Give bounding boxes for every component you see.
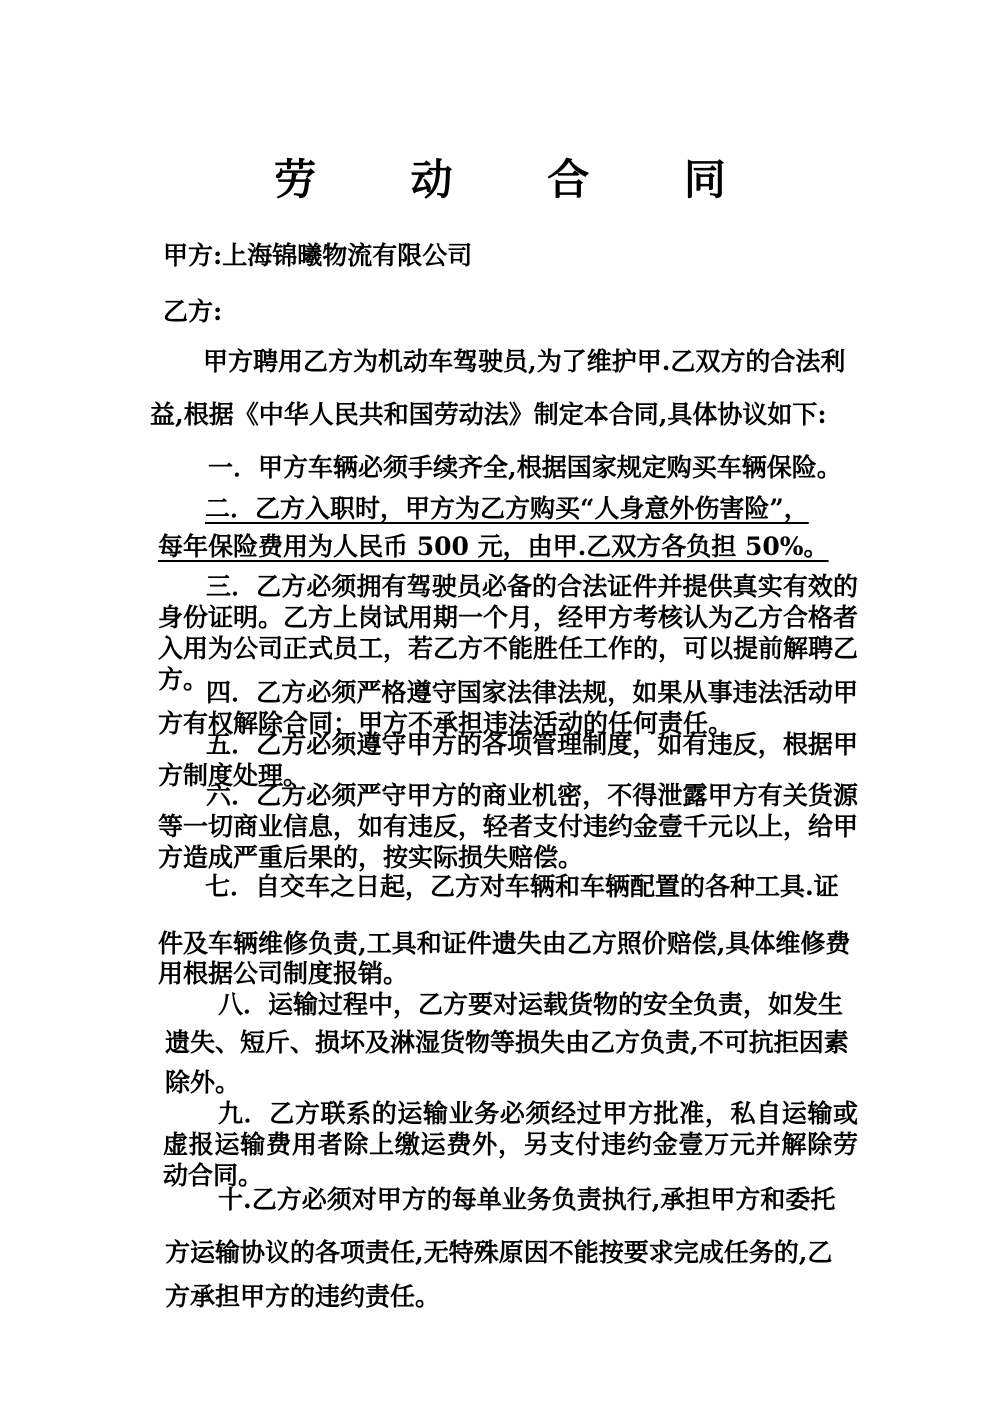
clause-6: 六．乙方必须严守甲方的商业机密，不得泄露甲方有关货源等一切商业信息，如有违反，轻者支付违约金壹千元以上，给甲方造成严重后果的，按实际损失赔偿。	[158, 781, 859, 872]
clause-8-line-2: 遗失、短斤、损坏及淋湿货物等损失由乙方负责,不可抗拒因素	[165, 1028, 849, 1057]
clause-1: 一．甲方车辆必须手续齐全,根据国家规定购买车辆保险。	[208, 453, 842, 482]
clause-10-line-3: 方承担甲方的违约责任。	[165, 1282, 441, 1311]
clause-5: 五．乙方必须遵守甲方的各项管理制度，如有违反，根据甲方制度处理。	[158, 730, 858, 790]
preamble-line-2: 益,根据《中华人民共和国劳动法》制定本合同,具体协议如下:	[150, 400, 827, 429]
clause-10-line-2: 方运输协议的各项责任,无特殊原因不能按要求完成任务的,乙	[165, 1238, 833, 1267]
preamble-line-1: 甲方聘用乙方为机动车驾驶员,为了维护甲.乙双方的合法利	[203, 347, 846, 376]
clause-7-line-3: 用根据公司制度报销。	[158, 959, 409, 988]
clause-8-line-1: 八．运输过程中，乙方要对运载货物的安全负责，如发生	[218, 990, 844, 1019]
clause-4: 四．乙方必须严格遵守国家法律法规，如果从事违法活动甲方有权解除合同；甲方不承担违法活动的任何责任。	[158, 678, 858, 738]
clause-2-line-2: 每年保险费用为人民币 500 元，由甲.乙双方各负担 50%。	[158, 532, 829, 561]
clause-7-line-1: 七．自交车之日起，乙方对车辆和车辆配置的各种工具.证	[205, 872, 839, 901]
party-b: 乙方:	[163, 297, 223, 326]
clause-7-line-2: 件及车辆维修负责,工具和证件遗失由乙方照价赔偿,具体维修费	[158, 929, 851, 958]
clause-8-line-3: 除外。	[165, 1068, 241, 1097]
party-a: 甲方:上海锦曦物流有限公司	[163, 241, 473, 270]
document-title: 劳 动 合 同	[274, 155, 766, 204]
clause-10-line-1: 十.乙方必须对甲方的每单业务负责执行,承担甲方和委托	[218, 1185, 836, 1214]
clause-2-line-1: 二．乙方入职时，甲方为乙方购买“人身意外伤害险”，	[205, 494, 809, 523]
clause-3: 三．乙方必须拥有驾驶员必备的合法证件并提供真实有效的身份证明。乙方上岗试用期一个月，经甲方考核认为乙方合格者入用为公司正式员工，若乙方不能胜任工作的，可以提前解聘乙方。	[158, 572, 859, 694]
clause-9: 九．乙方联系的运输业务必须经过甲方批准，私自运输或虚报运输费用者除上缴运费外，另支付违约金壹万元并解除劳动合同。	[163, 1099, 858, 1190]
